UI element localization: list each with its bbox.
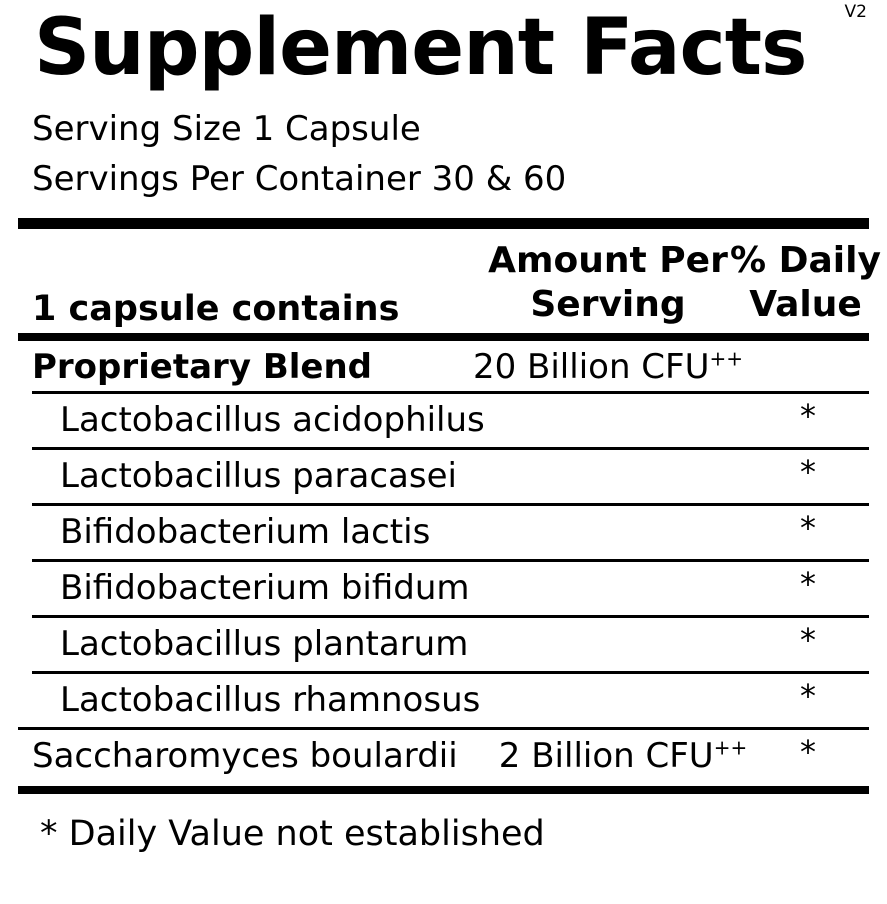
row-daily-value: * <box>800 397 816 435</box>
title-row <box>18 0 869 96</box>
table-row <box>18 674 869 727</box>
table-row <box>18 450 869 503</box>
table-row <box>18 506 869 559</box>
table-row <box>18 562 869 615</box>
table-header <box>18 229 881 333</box>
row-daily-value: * <box>800 509 816 547</box>
row-name: Bifidobacterium lactis <box>60 512 431 552</box>
row-daily-value: * <box>800 677 816 715</box>
row-daily-value: * <box>800 621 816 659</box>
row-daily-value: * <box>800 733 816 771</box>
row-amount: 2 Billion CFU++ <box>498 735 748 776</box>
servings-per-container: Servings Per Container 30 & 60 <box>32 159 567 199</box>
table-row <box>18 730 869 786</box>
row-name: Bifidobacterium bifidum <box>60 568 470 608</box>
row-name: Proprietary Blend <box>32 347 372 387</box>
table-row <box>18 341 869 391</box>
header-amount-per-serving <box>473 239 743 327</box>
header-left-label: 1 capsule contains <box>32 289 400 329</box>
row-name: Lactobacillus acidophilus <box>60 400 485 440</box>
version-marker: V2 <box>844 2 867 22</box>
divider-top <box>18 218 869 229</box>
divider-bottom <box>18 786 869 794</box>
table-row <box>18 394 869 447</box>
serving-size: Serving Size 1 Capsule <box>32 109 421 149</box>
row-amount: 20 Billion CFU++ <box>472 346 744 387</box>
header-amount-line1: Amount Per <box>488 240 728 281</box>
row-name: Lactobacillus rhamnosus <box>60 680 481 720</box>
serving-info <box>18 104 869 204</box>
cfu-superscript: ++ <box>713 735 748 760</box>
row-daily-value: * <box>800 565 816 603</box>
header-amount-line2: Serving <box>530 284 686 325</box>
row-name: Lactobacillus plantarum <box>60 624 469 664</box>
footnote: * Daily Value not established <box>40 814 545 854</box>
row-daily-value: * <box>800 453 816 491</box>
header-dv-line1: % Daily <box>730 240 881 281</box>
cfu-superscript: ++ <box>709 346 744 371</box>
header-dv-line2: Value <box>749 284 862 325</box>
table-row <box>18 618 869 671</box>
ingredient-table <box>18 341 869 786</box>
page-title: Supplement Facts <box>34 3 807 93</box>
row-name: Lactobacillus paracasei <box>60 456 457 496</box>
header-daily-value <box>718 239 887 327</box>
divider-header <box>18 333 869 341</box>
row-name: Saccharomyces boulardii <box>32 736 458 776</box>
